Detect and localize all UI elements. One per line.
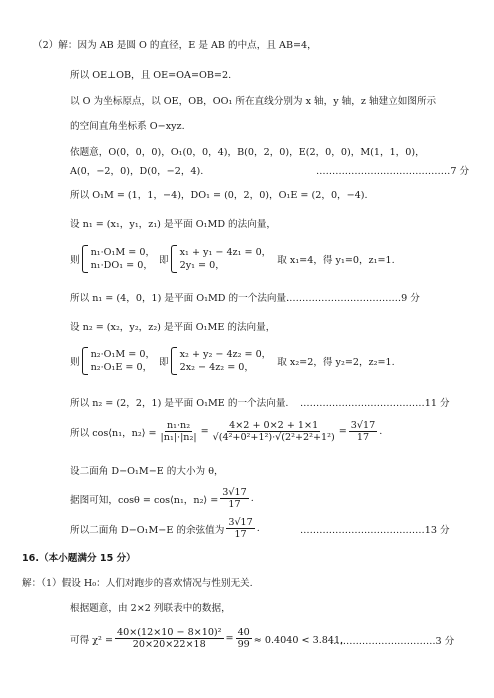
normal-vector-setup: 设 n₂ = (x₂，y₂，z₂) 是平面 O₁ME 的法向量， xyxy=(70,322,276,333)
equation-system-2 xyxy=(70,347,395,375)
text-line: 以 O 为坐标原点，以 OE，OB，OO₁ 所在直线分别为 x 轴，y 轴，z 轴建立如图所示 xyxy=(70,96,437,107)
dot-product-stack xyxy=(91,348,155,374)
equals: = xyxy=(200,426,209,437)
period: . xyxy=(256,523,260,534)
score-marker: …………………………………13 分 xyxy=(300,525,450,536)
text-line: A(0，−2，0)，D(0，−2，4). xyxy=(70,166,204,177)
fraction xyxy=(211,420,337,443)
final-answer xyxy=(70,517,260,540)
problem-16-heading: 16.（本小题满分 15 分） xyxy=(22,553,136,564)
fraction xyxy=(349,420,377,443)
fraction xyxy=(220,487,248,510)
score-marker: ………………………………9 分 xyxy=(286,293,420,304)
system-tail: 取 x₂=2，得 y₂=2，z₂=1. xyxy=(277,357,395,368)
formula-prefix: 所以二面角 D−O₁M−E 的余弦值为 xyxy=(70,524,225,536)
numerator: 4×2 + 0×2 + 1×1 xyxy=(229,420,319,431)
equals: = xyxy=(338,426,347,437)
brace xyxy=(171,245,177,273)
text-line: 的空间直角坐标系 O−xyz. xyxy=(70,121,185,132)
numerator: 40 xyxy=(237,627,250,638)
formula-tail: ≈ 0.4040 < 3.841， xyxy=(253,634,350,646)
text-line: 解：（1）假设 H₀：人们对跑步的喜欢情况与性别无关. xyxy=(22,578,253,589)
denominator: 17 xyxy=(228,499,241,510)
text-line: 根据题意，由 2×2 列联表中的数据， xyxy=(70,603,231,614)
score-marker: …………………………………11 分 xyxy=(300,398,450,409)
brace xyxy=(171,347,177,375)
numerator: 40×(12×10 − 8×10)² xyxy=(117,627,222,638)
formula-prefix: 据图可知，cosθ = cos⟨n₁，n₂⟩ = xyxy=(70,494,219,506)
score-marker: ……………………………………7 分 xyxy=(316,166,470,177)
dot-product-stack xyxy=(91,246,155,272)
score-marker: ……………………………3 分 xyxy=(330,636,455,647)
vector-line: 所以 O₁M = (1，1，−4)，DO₁ = (0，2，0)，O₁E = (2，0，−4). xyxy=(70,190,368,201)
denominator: |n₁|·|n₂| xyxy=(160,432,197,443)
numerator: 3√17 xyxy=(350,420,376,431)
equation-row: n₂·O₁M = 0， xyxy=(90,349,156,360)
fraction xyxy=(236,627,252,650)
text-line: 依题意，O(0，0，0)，O₁(0，0，4)，B(0，2，0)，E(2，0，0)，M(1，1，0)， xyxy=(70,147,425,158)
denominator: 20×20×22×18 xyxy=(132,639,206,650)
equation-row: x₂ + y₂ − 4z₂ = 0， xyxy=(179,349,272,360)
normal-vector-setup: 设 n₁ = (x₁，y₁，z₁) 是平面 O₁MD 的法向量， xyxy=(70,219,277,230)
fraction xyxy=(159,420,199,443)
system-mid: 即 xyxy=(159,255,169,266)
system-mid: 即 xyxy=(159,357,169,368)
equation-stack xyxy=(180,348,272,374)
equation-row: x₁ + y₁ − 4z₁ = 0， xyxy=(179,247,272,258)
denominator: 99 xyxy=(237,639,250,650)
equation-row: n₁·O₁M = 0， xyxy=(90,247,156,258)
equation-row: n₁·DO₁ = 0， xyxy=(90,260,153,271)
numerator: 3√17 xyxy=(228,517,253,528)
formula-prefix: 所以 cos⟨n₁，n₂⟩ = xyxy=(70,427,157,439)
brace xyxy=(82,347,88,375)
denominator: √(4²+0²+1²)·√(2²+2²+1²) xyxy=(212,432,335,443)
chi-square-formula xyxy=(70,627,350,650)
period: . xyxy=(379,426,383,437)
equation-row: 2x₂ − 4z₂ = 0， xyxy=(179,362,254,373)
system-tail: 取 x₁=4，得 y₁=0，z₁=1. xyxy=(277,255,395,266)
formula-prefix: 可得 χ² = xyxy=(70,634,113,646)
equation-stack xyxy=(180,246,272,272)
numerator: n₁·n₂ xyxy=(166,420,191,431)
equals: = xyxy=(225,633,234,644)
system-prefix: 则 xyxy=(70,255,80,266)
equation-row: n₂·O₁E = 0， xyxy=(90,362,153,373)
denominator: 17 xyxy=(356,432,370,443)
figure-conclusion xyxy=(70,487,254,510)
solution-part2-intro: （2）解：因为 AB 是圆 O 的直径，E 是 AB 的中点，且 AB=4， xyxy=(33,40,317,51)
period: . xyxy=(250,493,254,504)
fraction xyxy=(115,627,224,650)
system-prefix: 则 xyxy=(70,357,80,368)
denominator: 17 xyxy=(234,529,247,540)
cosine-formula xyxy=(70,420,382,443)
numerator: 3√17 xyxy=(222,487,247,498)
text-line: 设二面角 D−O₁M−E 的大小为 θ， xyxy=(70,466,224,477)
equation-system-1 xyxy=(70,245,395,273)
text-line: 所以 OE⊥OB，且 OE=OA=OB=2. xyxy=(70,70,232,81)
text-line: 所以 n₂ = (2，2，1) 是平面 O₁ME 的一个法向量. xyxy=(70,398,289,409)
brace xyxy=(82,245,88,273)
fraction xyxy=(226,517,254,540)
equation-row: 2y₁ = 0， xyxy=(179,260,225,271)
text-line: 所以 n₁ = (4，0，1) 是平面 O₁MD 的一个法向量. xyxy=(70,293,290,304)
